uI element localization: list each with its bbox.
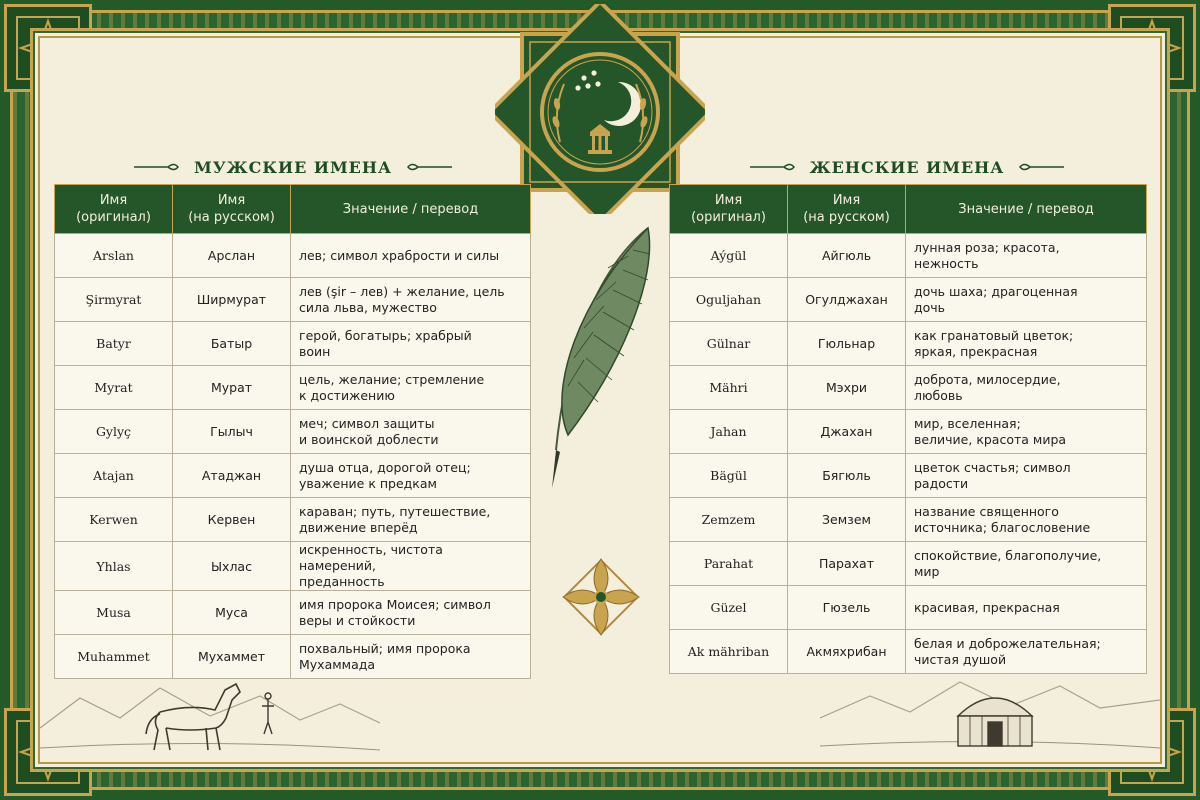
header-line: Имя: [714, 193, 743, 208]
table-row: [55, 366, 531, 410]
meaning-line: и воинской доблести: [299, 431, 439, 447]
female-table-body: [670, 234, 1147, 674]
cell-meaning: [906, 410, 1147, 454]
meaning-line: мир: [914, 563, 940, 579]
meaning-line: душа отца, дорогой отец;: [299, 459, 471, 475]
meaning-line: лунная роза; красота,: [914, 239, 1060, 255]
header-line: (на русском): [188, 210, 275, 225]
cell-meaning: [906, 454, 1147, 498]
table-row: [55, 591, 531, 635]
flourish-ornament-icon: [748, 160, 796, 174]
meaning-line: белая и доброжелательная;: [914, 635, 1101, 651]
cell-russian-name: Бягюль: [788, 454, 906, 498]
table-row: [670, 498, 1147, 542]
male-names-heading: [54, 150, 532, 184]
cell-meaning: [291, 454, 531, 498]
cell-original-name: Gülnar: [670, 322, 788, 366]
meaning-line: дочь шаха; драгоценная: [914, 283, 1078, 299]
meaning-line: яркая, прекрасная: [914, 343, 1038, 359]
cell-russian-name: Джахан: [788, 410, 906, 454]
horse-icon: [146, 684, 240, 750]
table-header-row: [670, 185, 1147, 234]
cell-original-name: Ak mähriban: [670, 630, 788, 674]
cell-original-name: Batyr: [55, 322, 173, 366]
cell-original-name: Jahan: [670, 410, 788, 454]
meaning-line: к достижению: [299, 387, 395, 403]
header-line: Имя: [832, 193, 861, 208]
cell-russian-name: Кервен: [173, 498, 291, 542]
meaning-line: лев (şir – лев) + желание, цель: [299, 283, 505, 299]
meaning-line: нежность: [914, 255, 979, 271]
cell-russian-name: Муса: [173, 591, 291, 635]
meaning-line: источника; благословение: [914, 519, 1091, 535]
left-landscape-horse-illustration: [40, 668, 380, 768]
cell-original-name: Gylyç: [55, 410, 173, 454]
table-row: [55, 410, 531, 454]
cell-original-name: Myrat: [55, 366, 173, 410]
cell-russian-name: Земзем: [788, 498, 906, 542]
cell-russian-name: Мурат: [173, 366, 291, 410]
cell-meaning: [291, 322, 531, 366]
cell-original-name: Aýgül: [670, 234, 788, 278]
header-line: (оригинал): [691, 210, 766, 225]
meaning-line: спокойствие, благополучие,: [914, 547, 1102, 563]
meaning-line: название священного: [914, 503, 1059, 519]
meaning-line: воин: [299, 343, 331, 359]
cell-meaning: [291, 410, 531, 454]
cell-original-name: Bägül: [670, 454, 788, 498]
cell-meaning: [291, 278, 531, 322]
cell-russian-name: Гылыч: [173, 410, 291, 454]
cell-meaning: [291, 542, 531, 591]
table-header-row: [55, 185, 531, 234]
right-landscape-yurt-illustration: [820, 660, 1160, 768]
table-row: [670, 278, 1147, 322]
meaning-line: искренность, чистота намерений,: [299, 542, 443, 573]
flourish-ornament-icon: [1018, 160, 1066, 174]
table-row: [670, 454, 1147, 498]
table-row: [55, 234, 531, 278]
meaning-line: меч; символ защиты: [299, 415, 435, 431]
cell-russian-name: Гюзель: [788, 586, 906, 630]
header-line: Имя: [99, 193, 128, 208]
cell-meaning: [906, 366, 1147, 410]
header-line: (на русском): [803, 210, 890, 225]
meaning-line: сила льва, мужество: [299, 299, 437, 315]
column-header-russian: [788, 185, 906, 234]
meaning-line: величие, красота мира: [914, 431, 1067, 447]
column-header-meaning: Значение / перевод: [291, 185, 531, 234]
cell-original-name: Muhammet: [55, 635, 173, 679]
meaning-line: цветок счастья; символ: [914, 459, 1071, 475]
cell-meaning: [906, 542, 1147, 586]
cell-original-name: Kerwen: [55, 498, 173, 542]
column-header-meaning: Значение / перевод: [906, 185, 1147, 234]
cell-meaning: [906, 586, 1147, 630]
meaning-line: доброта, милосердие,: [914, 371, 1061, 387]
table-row: [670, 586, 1147, 630]
meaning-line: похвальный; имя пророка: [299, 640, 471, 656]
table-row: [55, 498, 531, 542]
column-header-original: [670, 185, 788, 234]
meaning-line: чистая душой: [914, 651, 1007, 667]
cell-meaning: [291, 498, 531, 542]
figure-icon: [262, 693, 274, 734]
cell-meaning: [906, 234, 1147, 278]
meaning-line: веры и стойкости: [299, 612, 416, 628]
cell-russian-name: Парахат: [788, 542, 906, 586]
cell-russian-name: Батыр: [173, 322, 291, 366]
table-row: [55, 322, 531, 366]
female-heading-text: ЖЕНСКИЕ ИМЕНА: [809, 157, 1005, 177]
cell-meaning: [906, 278, 1147, 322]
meaning-line: как гранатовый цветок;: [914, 327, 1074, 343]
cell-russian-name: Огулджахан: [788, 278, 906, 322]
table-row: [670, 542, 1147, 586]
cell-meaning: [906, 322, 1147, 366]
yurt-icon: [958, 698, 1032, 746]
cell-original-name: Yhlas: [55, 542, 173, 591]
table-row: [670, 366, 1147, 410]
table-row: [670, 234, 1147, 278]
table-row: [55, 454, 531, 498]
male-names-table: [54, 184, 531, 679]
column-header-russian: [173, 185, 291, 234]
cell-original-name: Mähri: [670, 366, 788, 410]
table-row: [670, 322, 1147, 366]
cell-original-name: Oguljahan: [670, 278, 788, 322]
meaning-line: герой, богатырь; храбрый: [299, 327, 472, 343]
meaning-line: движение вперёд: [299, 519, 418, 535]
cell-original-name: Şirmyrat: [55, 278, 173, 322]
cell-russian-name: Арслан: [173, 234, 291, 278]
meaning-line: преданность: [299, 574, 385, 589]
cell-original-name: Parahat: [670, 542, 788, 586]
cell-original-name: Arslan: [55, 234, 173, 278]
meaning-line: радости: [914, 475, 969, 491]
female-names-heading: [668, 150, 1146, 184]
cell-meaning: [291, 591, 531, 635]
meaning-line: дочь: [914, 299, 946, 315]
meaning-line: караван; путь, путешествие,: [299, 503, 491, 519]
meaning-line: цель, желание; стремление: [299, 371, 485, 387]
table-row: [670, 410, 1147, 454]
flourish-ornament-icon: [406, 160, 454, 174]
cell-russian-name: Гюльнар: [788, 322, 906, 366]
meaning-line: лев; символ храбрости и силы: [299, 247, 500, 263]
cell-russian-name: Ширмурат: [173, 278, 291, 322]
meaning-line: уважение к предкам: [299, 475, 437, 491]
meaning-line: Мухаммада: [299, 656, 376, 672]
cell-russian-name: Атаджан: [173, 454, 291, 498]
flourish-ornament-icon: [132, 160, 180, 174]
header-line: Имя: [217, 193, 246, 208]
cell-russian-name: Мухаммет: [173, 635, 291, 679]
cell-original-name: Güzel: [670, 586, 788, 630]
rosette-ornament-icon: [556, 552, 646, 642]
male-table-body: [55, 234, 531, 679]
cell-meaning: [291, 234, 531, 278]
cell-original-name: Zemzem: [670, 498, 788, 542]
meaning-line: любовь: [914, 387, 963, 403]
cell-meaning: [291, 366, 531, 410]
cell-russian-name: Ыхлас: [173, 542, 291, 591]
female-names-table: [669, 184, 1147, 674]
cell-russian-name: Акмяхрибан: [788, 630, 906, 674]
meaning-line: имя пророка Моисея; символ: [299, 596, 491, 612]
cell-russian-name: Мэхри: [788, 366, 906, 410]
cell-meaning: [906, 498, 1147, 542]
header-line: (оригинал): [76, 210, 151, 225]
cell-russian-name: Айгюль: [788, 234, 906, 278]
meaning-line: мир, вселенная;: [914, 415, 1021, 431]
table-row: [55, 278, 531, 322]
cell-original-name: Musa: [55, 591, 173, 635]
table-row: [55, 542, 531, 591]
column-header-original: [55, 185, 173, 234]
feather-quill-icon: [538, 220, 662, 500]
male-heading-text: МУЖСКИЕ ИМЕНА: [193, 157, 393, 177]
meaning-line: красивая, прекрасная: [914, 599, 1060, 615]
cell-original-name: Atajan: [55, 454, 173, 498]
